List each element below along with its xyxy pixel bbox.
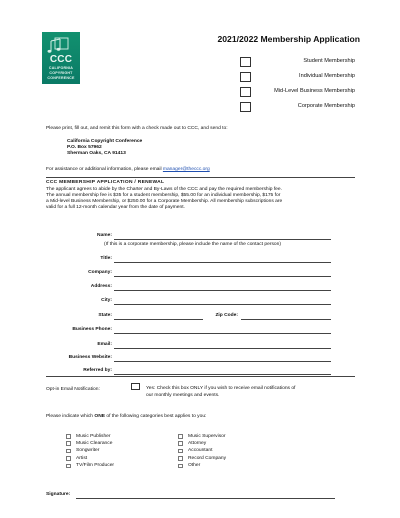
- state-label: State:: [98, 313, 112, 318]
- categories-prompt-before: Please indicate which: [46, 414, 95, 419]
- contact-email-link[interactable]: manager@theccc.org: [162, 167, 210, 172]
- membership-option-label: Individual Membership: [299, 73, 355, 79]
- terms-line-2: The annual membership fee is $35 for a student membership, $55.00 for an individual membership, $175 for: [46, 192, 281, 198]
- city-input-line[interactable]: [114, 304, 331, 305]
- category-checkbox-music-publisher[interactable]: [66, 434, 71, 439]
- membership-option-individual[interactable]: [240, 72, 355, 83]
- terms-line-1: The applicant agrees to abide by the Charter and By-Laws of the CCC and pay the required membership fee.: [46, 186, 282, 192]
- category-checkbox-record-company[interactable]: [178, 456, 183, 461]
- form-divider: [46, 376, 355, 377]
- category-label: Other: [188, 463, 201, 468]
- signature-input-line[interactable]: [76, 498, 335, 499]
- section-divider: [46, 177, 355, 178]
- membership-option-mid-level-business[interactable]: [240, 87, 355, 98]
- company-input-line[interactable]: [114, 276, 331, 277]
- terms-line-4: valid for a full 12-month calendar year from the date of payment.: [46, 204, 185, 210]
- title-label: Title:: [100, 256, 112, 261]
- membership-option-label: Student Membership: [303, 58, 355, 64]
- category-checkbox-other[interactable]: [178, 464, 183, 469]
- company-label: Company:: [88, 270, 112, 275]
- email-field[interactable]: [0, 342, 400, 349]
- optin-label: Opt-in Email Notification:: [46, 387, 100, 392]
- address-field[interactable]: [0, 284, 400, 291]
- categories-prompt: [46, 414, 206, 420]
- business-website-label: Business Website:: [68, 355, 112, 360]
- business-phone-label: Business Phone:: [72, 327, 112, 332]
- membership-option-corporate[interactable]: [240, 102, 355, 113]
- referred-by-field[interactable]: [0, 368, 400, 375]
- title-input-line[interactable]: [114, 262, 331, 263]
- zip-code-input-line[interactable]: [241, 319, 331, 320]
- optin-text-line-1: Yes: Check this box ONLY if you wish to receive email notifications of: [146, 386, 296, 391]
- city-label: City:: [101, 298, 112, 303]
- optin-checkbox[interactable]: [131, 383, 140, 390]
- categories-prompt-emphasis: ONE: [94, 414, 105, 419]
- email-label: Email:: [97, 342, 112, 347]
- checkbox[interactable]: [240, 57, 251, 67]
- page-title: 2021/2022 Membership Application: [217, 34, 360, 44]
- ccc-logo: [42, 32, 80, 84]
- assistance-text: [46, 167, 210, 173]
- name-input-line[interactable]: [114, 239, 331, 240]
- zip-code-label: Zip Code:: [215, 313, 238, 318]
- address-label: Address:: [90, 284, 112, 289]
- category-label: Music Publisher: [76, 433, 111, 439]
- company-field[interactable]: [0, 270, 400, 277]
- title-field[interactable]: [0, 256, 400, 263]
- city-field[interactable]: [0, 298, 400, 305]
- category-label: TV/Film Producer: [76, 463, 115, 468]
- address-line-1: California Copyright Conference: [67, 139, 143, 144]
- referred-by-label: Referred by:: [83, 368, 112, 373]
- address-line-2: P.O. Box 57962: [67, 145, 102, 150]
- category-checkbox-artist[interactable]: [66, 456, 71, 461]
- signature-field[interactable]: [0, 492, 400, 499]
- category-checkbox-attorney[interactable]: [178, 441, 183, 446]
- category-label: Music Supervisor: [188, 433, 226, 439]
- instructions-text: Please print, fill out, and remit this form with a check made out to CCC, and send to:: [46, 126, 228, 131]
- name-note: (If this is a corporate membership, please include the name of the contact person): [104, 242, 281, 247]
- checkbox[interactable]: [240, 72, 251, 82]
- categories-prompt-after: of the following categories best applies to you:: [105, 414, 207, 419]
- category-checkbox-music-clearance[interactable]: [66, 441, 71, 446]
- category-checkbox-music-supervisor[interactable]: [178, 434, 183, 439]
- business-phone-input-line[interactable]: [114, 333, 331, 334]
- category-label: Record Company: [188, 455, 227, 461]
- business-website-input-line[interactable]: [114, 361, 331, 362]
- membership-option-label: Mid-Level Business Membership: [274, 88, 355, 94]
- category-label: Attorney: [188, 440, 207, 446]
- zip-code-field[interactable]: [0, 313, 400, 320]
- category-label: Artist: [76, 455, 88, 461]
- category-label: Accountant: [188, 448, 213, 453]
- logo-line-3: CONFERENCE: [47, 76, 75, 80]
- business-phone-field[interactable]: [0, 327, 400, 334]
- logo-letters: CCC: [49, 54, 73, 65]
- optin-text-line-2: our monthly meetings and events.: [146, 393, 220, 398]
- email-input-line[interactable]: [114, 348, 331, 349]
- category-checkbox-songwriter[interactable]: [66, 449, 71, 454]
- assistance-label: For assistance or additional information, please email: [46, 167, 163, 172]
- section-heading: CCC MEMBERSHIP APPLICATION / RENEWAL: [46, 180, 165, 185]
- category-label: Songwriter: [76, 448, 100, 453]
- membership-option-label: Corporate Membership: [297, 103, 355, 109]
- category-checkbox-accountant[interactable]: [178, 449, 183, 454]
- referred-by-input-line[interactable]: [114, 374, 331, 375]
- checkbox[interactable]: [240, 87, 251, 97]
- checkbox[interactable]: [240, 102, 251, 112]
- terms-line-3: a Mid-level Business Membership, or $250.00 for a Corporate Membership. All membership subscriptions are: [46, 198, 283, 204]
- membership-option-student[interactable]: [240, 57, 355, 68]
- business-website-field[interactable]: [0, 355, 400, 362]
- category-checkbox-tv-film-producer[interactable]: [66, 464, 71, 469]
- category-label: Music Clearance: [76, 440, 113, 446]
- logo-line-1: CALIFORNIA: [48, 66, 74, 70]
- logo-line-2: COPYRIGHT: [49, 71, 73, 75]
- address-input-line[interactable]: [114, 290, 331, 291]
- address-line-3: Sherman Oaks, CA 91413: [67, 151, 126, 156]
- name-label: Name:: [97, 233, 112, 238]
- signature-label: Signature:: [46, 492, 71, 497]
- name-field[interactable]: [0, 233, 400, 240]
